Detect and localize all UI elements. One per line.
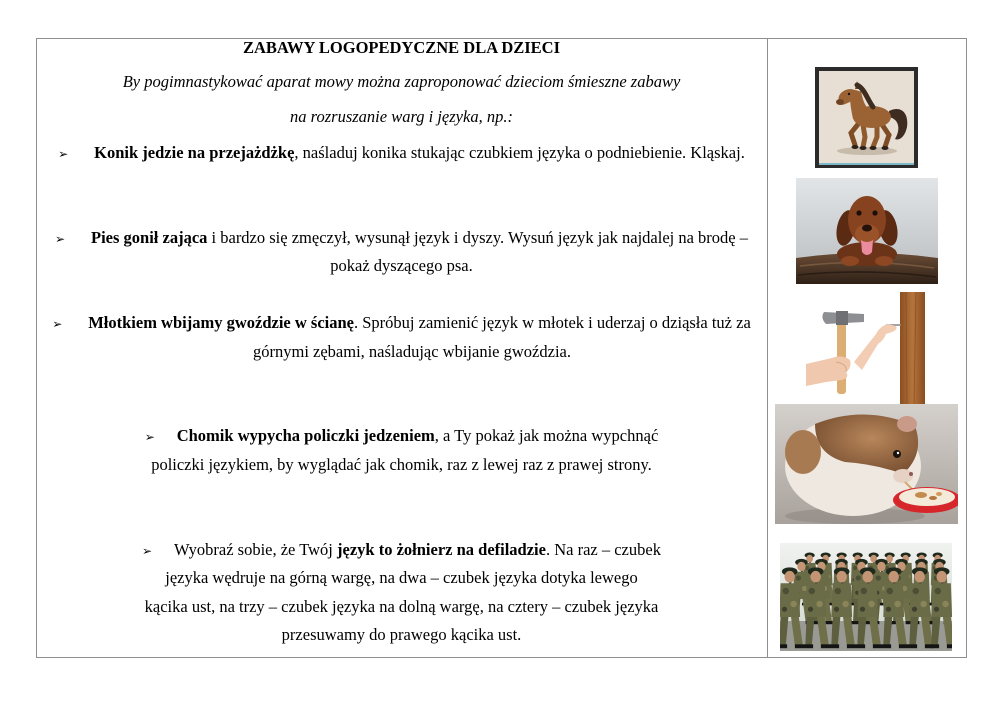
exercise-hamster-line-2: policzki językiem, by wyglądać jak chomik, raz z lewej raz z prawej strony.	[151, 455, 652, 474]
intro-line-1: By pogimnastykować aparat mowy można zaproponować dzieciom śmieszne zabawy	[122, 72, 681, 91]
exercise-hammer-text: . Spróbuj zamienić język w młotek i uderzaj o dziąsła tuż za	[354, 313, 751, 332]
exercise-soldier-line-3: kącika ust, na trzy – czubek języka na dolną wargę, na cztery – czubek języka	[144, 597, 659, 616]
bullet-arrow-icon: ➢	[58, 147, 69, 161]
exercise-soldier-intro: Wyobraź sobie, że Twój	[174, 540, 338, 559]
exercise-horse-text: , naśladuj konika stukając czubkiem języka o podniebienie. Kląskaj.	[294, 143, 745, 162]
exercise-dog-line-1	[37, 228, 766, 248]
hamster-image	[775, 404, 958, 524]
exercise-dog-text: i bardzo się zmęczył, wysunął język i dyszy. Wysuń język jak najdalej na brodę –	[207, 228, 748, 247]
exercise-soldier-text: . Na raz – czubek	[545, 540, 661, 559]
exercise-soldier-line-1	[37, 540, 766, 560]
exercise-hamster-title: Chomik wypycha policzki jedzeniem	[176, 426, 435, 445]
exercise-soldier-line-4: przesuwamy do prawego kącika ust.	[281, 625, 522, 644]
exercise-hammer-title: Młotkiem wbijamy gwoździe w ścianę	[88, 313, 354, 332]
exercise-hammer-line-1	[37, 313, 766, 333]
exercise-soldier-title: język to żołnierz na defiladzie	[337, 540, 546, 559]
document-title: ZABAWY LOGOPEDYCZNE DLA DZIECI	[242, 38, 561, 57]
exercise-dog-title: Pies gonił zająca	[91, 228, 208, 247]
exercise-dog-line-2: pokaż dyszącego psa.	[330, 256, 473, 275]
exercise-horse-title: Konik jedzie na przejażdżkę	[94, 143, 295, 162]
hammer-image	[806, 292, 926, 405]
bullet-arrow-icon: ➢	[142, 544, 153, 558]
bullet-arrow-icon: ➢	[55, 232, 66, 246]
intro-line-2: na rozruszanie warg i języka, np.:	[290, 107, 513, 126]
wooden-plank	[900, 292, 925, 405]
food-dish	[893, 487, 958, 513]
bullet-arrow-icon: ➢	[144, 430, 155, 444]
horse-image	[815, 67, 918, 168]
exercise-soldier-line-2: języka wędruje na górną wargę, na dwa – czubek języka dotyka lewego	[165, 568, 638, 587]
exercise-hamster-text: , a Ty pokaż jak można wypchnąć	[434, 426, 659, 445]
bullet-arrow-icon: ➢	[52, 317, 63, 331]
exercise-horse-line-1	[37, 143, 766, 163]
dog-image	[796, 178, 938, 284]
column-divider	[767, 38, 768, 658]
soldiers-image	[780, 543, 952, 651]
exercise-hamster-line-1	[37, 426, 766, 446]
exercise-hammer-line-2: górnymi zębami, naśladując wbijanie gwoździa.	[253, 342, 571, 361]
